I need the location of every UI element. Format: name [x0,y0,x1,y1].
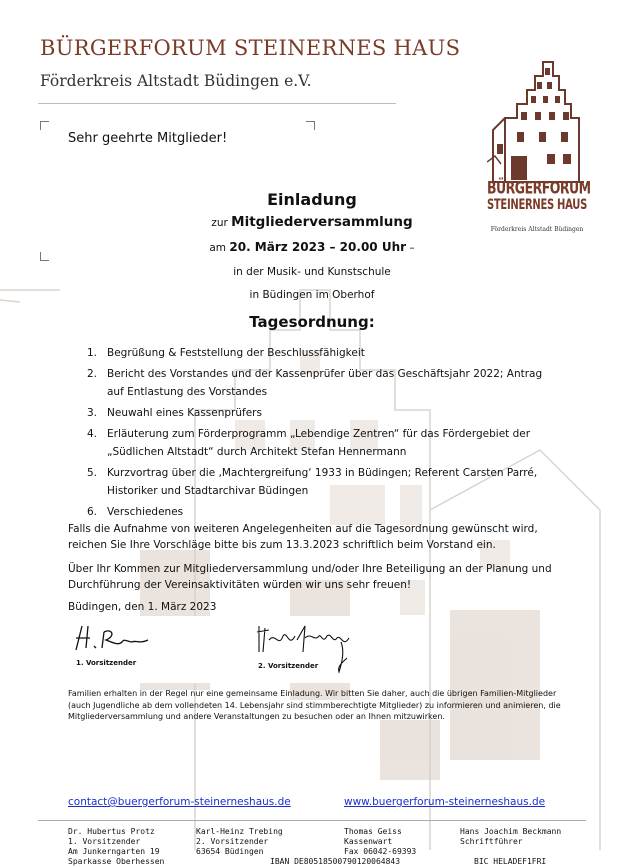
agenda-item-text: Neuwahl eines Kassenprüfers [107,407,262,419]
agenda-item-number: 2. [87,368,98,380]
agenda-item [87,503,547,521]
agenda-item-text: Bericht des Vorstandes und der Kassenprüfer über das Geschäftsjahr 2022; Antrag auf Entlastung des Vorstandes [107,368,543,398]
agenda-item-number: 6. [87,506,98,518]
invitation-subject [0,214,624,230]
crop-mark [306,121,315,130]
footer-text: Am Junkerngarten 19 [68,847,160,856]
invitation-subject-bold: Mitgliederversammlung [231,214,413,230]
invitation-date-bold: 20. März 2023 – 20.00 Uhr [229,240,407,254]
invitation-venue: in der Musik- und Kunstschule [233,266,391,278]
header-divider [38,103,396,104]
invitation-date-suffix: – [406,242,415,254]
agenda-item-text: Erläuterung zum Förderprogramm „Lebendige Zentren“ für das Fördergebiet der „Südlichen Altstadt“ durch Architekt Stefan Hennermann [107,428,531,458]
footer-text: Schriftführer [460,837,523,846]
invitation-date [0,240,624,254]
footer-text: Sparkasse Oberhessen [68,857,165,866]
agenda-item [87,365,547,401]
invitation-title: Einladung [267,190,357,209]
logo-text-line3: Förderkreis Altstadt Büdingen [490,226,584,233]
participation-paragraph: Über Ihr Kommen zur Mitgliederversammlung und/oder Ihre Beteiligung an der Planung und Durchführung der Vereinsaktivitäten würden wir uns sehr freuen! [68,563,552,591]
footer-text: Thomas Geiss [344,827,402,836]
agenda-item-number: 3. [87,407,98,419]
footer-text: Hans Joachim Beckmann [460,827,562,836]
logo-text-line1: BÜRGERFORUM [487,177,591,198]
invitation-location: in Büdingen im Oberhof [249,289,375,301]
agenda-item [87,404,547,422]
signature-2-label: 2. Vorsitzender [258,662,319,670]
proposal-paragraph: Falls die Aufnahme von weiteren Angelegenheiten auf die Tagesordnung gewünscht wird, reichen Sie Ihre Vorschläge bitte bis zum 13.3.2023 schriftlich beim Vorstand ein. [68,523,538,551]
invitation-date-prefix: am [209,242,230,254]
footer-text: 63654 Büdingen [196,847,264,856]
footer-divider [38,820,586,821]
website-link[interactable]: www.buergerforum-steinerneshaus.de [344,796,546,808]
footer-text: Kassenwart [344,837,393,846]
signature-1 [72,620,162,658]
agenda-item-text: Kurzvortrag über die ‚Machtergreifung‘ 1933 in Büdingen; Referent Carsten Parré, Historiker und Stadtarchivar Büdingen [107,467,538,497]
agenda-item [87,464,547,500]
footer-text: Fax 06042-69393 [344,847,417,856]
footer-col-vice-chairman [196,827,283,857]
agenda-item-number: 4. [87,428,98,440]
crop-mark [40,121,49,130]
agenda-item-number: 5. [87,467,98,479]
agenda-list [87,344,547,524]
footer-col-secretary [460,827,561,847]
contact-email-link[interactable]: contact@buergerforum-steinerneshaus.de [68,796,291,808]
footer-col-treasurer [344,827,416,857]
association-subtitle: Förderkreis Altstadt Büdingen e.V. [40,72,312,90]
footer-bic: BIC HELADEF1FRI [474,857,547,866]
footer-text: Karl-Heinz Trebing [196,827,283,836]
family-note: Familien erhalten in der Regel nur eine gemeinsame Einladung. Wir bitten Sie daher, auch die übrigen Familien-Mitglieder (auch Jugendliche ab dem vollendeten 14. Lebensjahr sind stimmberechtigte Mitglieder) zu informieren und animieren, die Mitgliederversammlung und andere Veranstaltungen zu besuchen oder an Ihnen mitzuwirken. [68,689,561,721]
invitation-subject-prefix: zur [211,217,232,229]
agenda-item-text: Begrüßung & Feststellung der Beschlussfähigkeit [107,347,365,359]
logo-text-line2: STEINERNES HAUS [487,197,587,213]
date-line: Büdingen, den 1. März 2023 [68,601,217,613]
footer-text: 1. Vorsitzender [68,837,141,846]
greeting: Sehr geehrte Mitglieder! [68,131,228,146]
signature-1-label: 1. Vorsitzender [76,659,137,667]
agenda-item [87,344,547,362]
agenda-item-text: Verschiedenes [107,506,184,518]
agenda-item [87,425,547,461]
footer-iban: IBAN DE80518500790120064843 [270,857,401,866]
agenda-item-number: 1. [87,347,98,359]
footer-text: Dr. Hubertus Protz [68,827,155,836]
footer-text: 2. Vorsitzender [196,837,269,846]
logo-building-icon [487,52,587,184]
footer-col-chairman [68,827,164,867]
agenda-heading: Tagesordnung: [249,313,375,331]
association-title: BÜRGERFORUM STEINERNES HAUS [40,36,461,60]
